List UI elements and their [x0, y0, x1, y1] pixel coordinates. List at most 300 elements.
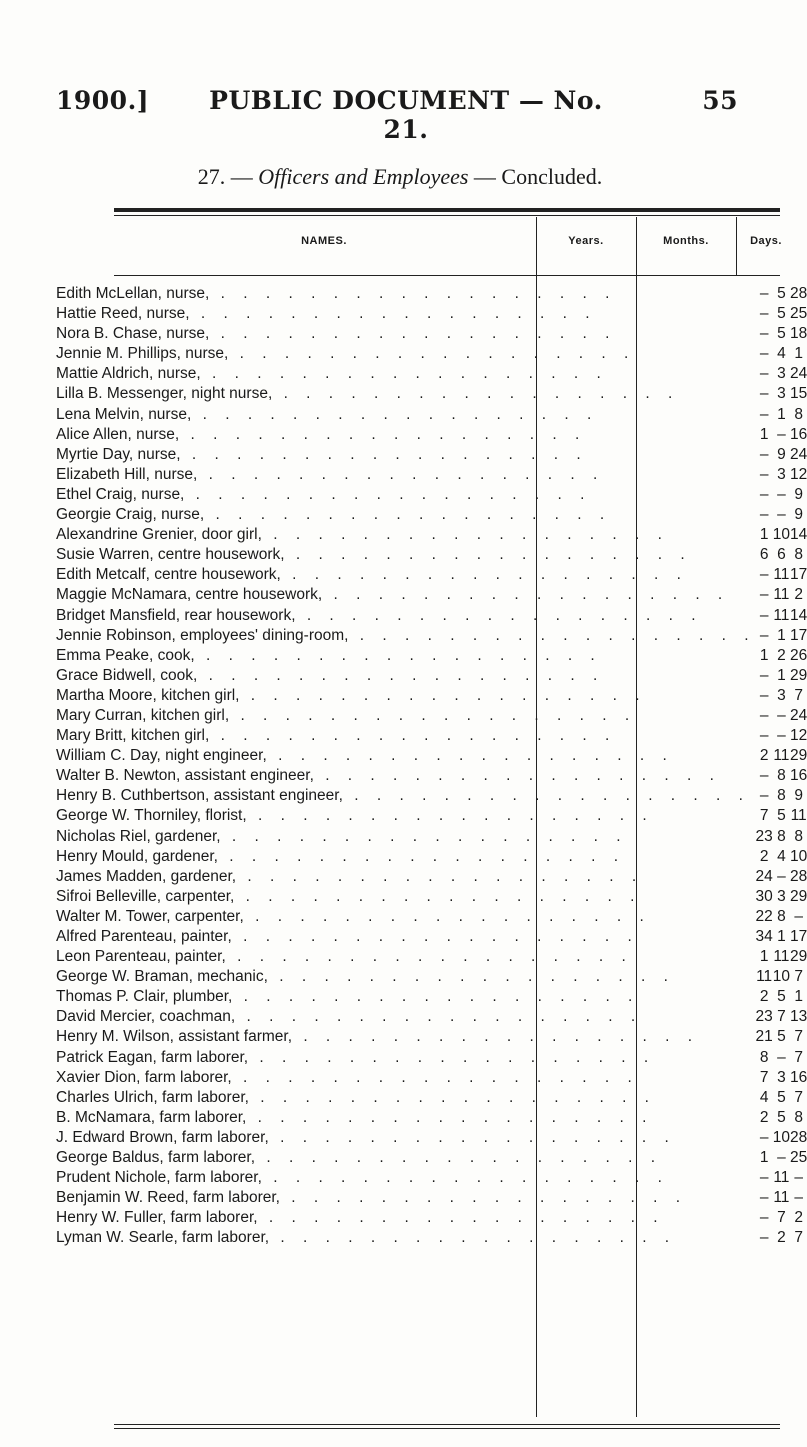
- months-value: –: [777, 1048, 786, 1066]
- employee-name: [56, 1228, 756, 1248]
- years-value: –: [759, 666, 769, 684]
- months-value: –: [777, 1149, 786, 1167]
- table-row: [56, 947, 807, 967]
- leader-dots: . . . . . . . . . . . . . . . . . .: [255, 1149, 663, 1167]
- table-row: [56, 766, 807, 786]
- employee-name: [56, 1048, 756, 1068]
- months-value: 2: [777, 646, 786, 664]
- leader-dots: . . . . . . . . . . . . . . . . . .: [246, 1108, 654, 1126]
- days-value: 7: [794, 1048, 803, 1066]
- months-value: –: [777, 485, 786, 503]
- table-row: [56, 686, 807, 706]
- years-value: 1: [759, 1149, 769, 1167]
- table-row: [56, 585, 807, 605]
- years-value: 8: [759, 1048, 769, 1066]
- table-row: [56, 746, 807, 766]
- employee-name: [56, 284, 756, 304]
- leader-dots: . . . . . . . . . . . . . . . . . .: [189, 305, 597, 323]
- years-value: 7: [759, 807, 769, 825]
- table-row: [56, 1168, 807, 1188]
- months-value: 7: [777, 1008, 786, 1026]
- leader-dots: . . . . . . . . . . . . . . . . . .: [235, 1008, 643, 1026]
- days-value: 16: [790, 1068, 807, 1086]
- leader-dots: . . . . . . . . . . . . . . . . . .: [220, 827, 628, 845]
- years-value: 6: [759, 546, 769, 564]
- days-value: 29: [790, 948, 807, 966]
- years-value: –: [759, 767, 769, 785]
- table-row: [56, 987, 807, 1007]
- years-value: 11: [756, 968, 773, 986]
- employee-name-text: Mary Britt, kitchen girl,: [56, 727, 210, 745]
- days-value: 14: [790, 606, 807, 624]
- days-value: 24: [790, 365, 807, 383]
- employee-name: [56, 1188, 756, 1208]
- months-value: 1: [777, 405, 786, 423]
- employee-name-text: Hattie Reed, nurse,: [56, 305, 190, 323]
- years-value: –: [759, 586, 769, 604]
- days-value: 9: [794, 506, 803, 524]
- employee-name-text: Alice Allen, nurse,: [56, 425, 180, 443]
- months-value: 5: [777, 1028, 786, 1046]
- table-row: [56, 606, 807, 626]
- employee-name-text: Henry B. Cuthbertson, assistant engineer,: [56, 787, 343, 805]
- months-value: 6: [777, 546, 786, 564]
- months-value: 4: [777, 847, 786, 865]
- years-value: 2: [759, 1108, 769, 1126]
- employee-name: [56, 505, 756, 525]
- years-value: –: [759, 1128, 769, 1146]
- table-row: [56, 465, 807, 485]
- employee-name-text: Maggie McNamara, centre housework,: [56, 586, 323, 604]
- leader-dots: . . . . . . . . . . . . . . . . . .: [229, 706, 637, 724]
- employee-name-text: Lyman W. Searle, farm laborer,: [56, 1229, 270, 1247]
- table-row: [56, 1088, 807, 1108]
- column-header-years: Years.: [568, 235, 604, 247]
- years-value: –: [759, 445, 769, 463]
- employee-name: [56, 344, 756, 364]
- years-value: –: [759, 706, 769, 724]
- leader-dots: . . . . . . . . . . . . . . . . . .: [184, 485, 592, 503]
- employee-name-text: Walter M. Tower, carpenter,: [56, 907, 244, 925]
- leader-dots: . . . . . . . . . . . . . . . . . .: [236, 867, 644, 885]
- days-value: 8: [794, 546, 803, 564]
- employee-name: [56, 887, 756, 907]
- leader-dots: . . . . . . . . . . . . . . . . . .: [180, 445, 588, 463]
- months-value: 5: [777, 1088, 786, 1106]
- table-row: [56, 887, 807, 907]
- months-value: 1: [777, 928, 786, 945]
- days-value: 2: [794, 586, 803, 604]
- years-value: 1: [759, 526, 769, 544]
- employee-name-text: Mary Curran, kitchen girl,: [56, 706, 230, 724]
- table-bottom-rule: [114, 1424, 780, 1425]
- months-value: 5: [777, 305, 786, 323]
- employee-name-text: Ethel Craig, nurse,: [56, 485, 185, 503]
- employee-name: [56, 485, 756, 505]
- employee-name-text: Lilla B. Messenger, night nurse,: [56, 385, 273, 403]
- leader-dots: . . . . . . . . . . . . . . . . . .: [266, 747, 674, 765]
- months-value: 3: [777, 686, 786, 704]
- days-value: 10: [790, 847, 807, 865]
- years-value: –: [759, 686, 769, 704]
- years-value: 2: [759, 988, 769, 1006]
- leader-dots: . . . . . . . . . . . . . . . . . .: [284, 546, 692, 564]
- employee-name: [56, 585, 756, 605]
- days-value: 28: [790, 1128, 807, 1146]
- employee-name-text: Patrick Eagan, farm laborer,: [56, 1048, 249, 1066]
- months-value: 11: [773, 586, 790, 604]
- employee-name-text: Sifroi Belleville, carpenter,: [56, 887, 235, 905]
- employee-name: [56, 786, 756, 806]
- days-value: 29: [790, 666, 807, 684]
- years-value: 4: [759, 1088, 769, 1106]
- months-value: 5: [777, 285, 786, 302]
- days-value: 7: [794, 686, 803, 704]
- days-value: 29: [790, 747, 807, 765]
- months-value: 9: [777, 445, 786, 463]
- employees-table: [56, 284, 807, 1249]
- leader-dots: . . . . . . . . . . . . . . . . . .: [239, 686, 647, 704]
- employee-name: [56, 445, 756, 465]
- days-value: 12: [790, 465, 807, 483]
- leader-dots: . . . . . . . . . . . . . . . . . .: [179, 425, 587, 443]
- employee-name: [56, 1128, 756, 1148]
- years-value: –: [759, 405, 769, 423]
- employee-name: [56, 626, 756, 646]
- months-value: 3: [777, 465, 786, 483]
- months-value: 8: [777, 907, 786, 925]
- table-row: [56, 907, 807, 927]
- months-value: 1: [777, 666, 786, 684]
- leader-dots: . . . . . . . . . . . . . . . . . .: [322, 586, 730, 604]
- employee-name: [56, 425, 756, 445]
- leader-dots: . . . . . . . . . . . . . . . . . .: [313, 767, 721, 785]
- leader-dots: . . . . . . . . . . . . . . . . . .: [197, 666, 605, 684]
- leader-dots: . . . . . . . . . . . . . . . . . .: [209, 325, 617, 343]
- table-row: [56, 485, 807, 505]
- years-value: –: [759, 506, 769, 524]
- days-value: –: [794, 1169, 803, 1187]
- employee-name: [56, 384, 756, 404]
- employee-name: [56, 706, 756, 726]
- table-row: [56, 344, 807, 364]
- table-row: [56, 967, 807, 987]
- table-row: [56, 726, 807, 746]
- employee-name-text: Walter B. Newton, assistant engineer,: [56, 767, 314, 785]
- years-value: 1: [759, 948, 769, 966]
- employee-name-text: Henry M. Wilson, assistant farmer,: [56, 1028, 293, 1046]
- months-value: 5: [777, 1108, 786, 1126]
- employee-name: [56, 806, 756, 826]
- years-value: –: [759, 465, 769, 483]
- years-value: 1: [759, 646, 769, 664]
- table-bottom-rule: [114, 1428, 780, 1429]
- days-value: 16: [790, 425, 807, 443]
- employee-name-text: Prudent Nichole, farm laborer,: [56, 1169, 262, 1187]
- table-title-suffix: — Concluded.: [473, 164, 603, 189]
- employee-name: [56, 304, 756, 324]
- table-row: [56, 927, 807, 947]
- column-header-days: Days.: [750, 235, 782, 247]
- table-row: [56, 1108, 807, 1128]
- days-value: 17: [790, 928, 807, 945]
- table-row: [56, 1007, 807, 1027]
- months-value: 11: [773, 1169, 790, 1187]
- days-value: 25: [790, 1149, 807, 1167]
- table-top-rule-thick: [114, 208, 780, 212]
- table-top-rule-thin: [114, 215, 780, 216]
- days-value: 29: [790, 887, 807, 905]
- leader-dots: . . . . . . . . . . . . . . . . . .: [257, 1209, 665, 1227]
- days-value: 16: [790, 767, 807, 785]
- leader-dots: . . . . . . . . . . . . . . . . . .: [200, 365, 608, 383]
- years-value: –: [759, 787, 769, 805]
- months-value: 5: [777, 325, 786, 343]
- leader-dots: . . . . . . . . . . . . . . . . . .: [348, 626, 756, 644]
- header-divider-rule: [114, 275, 780, 276]
- days-value: 9: [794, 485, 803, 503]
- leader-dots: . . . . . . . . . . . . . . . . . .: [268, 1128, 676, 1146]
- employee-name-text: George W. Thorniley, florist,: [56, 807, 247, 825]
- employee-name-text: Henry Mould, gardener,: [56, 847, 218, 865]
- days-value: 17: [790, 566, 807, 584]
- employee-name-text: Henry W. Fuller, farm laborer,: [56, 1209, 258, 1227]
- header-year: 1900.]: [56, 86, 150, 115]
- table-row: [56, 786, 807, 806]
- days-value: –: [794, 907, 803, 925]
- months-value: 2: [777, 1229, 786, 1247]
- years-value: 24: [755, 867, 773, 885]
- table-title: [0, 164, 800, 190]
- employee-name-text: Elizabeth Hill, nurse,: [56, 465, 198, 483]
- leader-dots: . . . . . . . . . . . . . . . . . .: [217, 847, 626, 865]
- leader-dots: . . . . . . . . . . . . . . . . . .: [231, 1068, 639, 1086]
- employee-name-text: Mattie Aldrich, nurse,: [56, 365, 201, 383]
- leader-dots: . . . . . . . . . . . . . . . . . .: [225, 948, 633, 966]
- table-row: [56, 646, 807, 666]
- leader-dots: . . . . . . . . . . . . . . . . . .: [342, 787, 750, 805]
- table-row: [56, 425, 807, 445]
- months-value: 5: [777, 807, 786, 825]
- employee-name: [56, 1168, 756, 1188]
- employee-name-text: Jennie Robinson, employees' dining-room,: [56, 626, 349, 644]
- years-value: 30: [755, 887, 773, 905]
- header-title: PUBLIC DOCUMENT — No. 21.: [209, 86, 603, 144]
- leader-dots: . . . . . . . . . . . . . . . . . .: [232, 988, 640, 1006]
- years-value: –: [759, 1209, 769, 1227]
- employee-name-text: Edith Metcalf, centre housework,: [56, 566, 281, 584]
- months-value: 11: [773, 1189, 790, 1207]
- employee-name-text: B. McNamara, farm laborer,: [56, 1108, 247, 1126]
- days-value: 28: [790, 285, 807, 302]
- days-value: 9: [794, 787, 803, 805]
- employee-name-text: Jennie M. Phillips, nurse,: [56, 345, 229, 363]
- years-value: 23: [755, 827, 773, 845]
- employee-name: [56, 827, 756, 847]
- leader-dots: . . . . . . . . . . . . . . . . . .: [248, 1048, 656, 1066]
- employee-name: [56, 867, 756, 887]
- months-value: 3: [777, 1068, 786, 1086]
- days-value: 1: [794, 988, 803, 1006]
- leader-dots: . . . . . . . . . . . . . . . . . .: [194, 646, 602, 664]
- months-value: 3: [777, 887, 786, 905]
- leader-dots: . . . . . . . . . . . . . . . . . .: [197, 465, 605, 483]
- employee-name: [56, 405, 756, 425]
- days-value: 1: [794, 345, 803, 363]
- employee-name: [56, 1088, 756, 1108]
- months-value: 8: [777, 787, 786, 805]
- days-value: 8: [794, 405, 803, 423]
- employee-name-text: Edith McLellan, nurse,: [56, 285, 210, 302]
- years-value: –: [759, 1189, 769, 1207]
- table-row: [56, 364, 807, 384]
- table-row: [56, 806, 807, 826]
- days-value: 18: [790, 325, 807, 343]
- years-value: –: [759, 626, 769, 644]
- months-value: 11: [773, 948, 790, 966]
- employee-name-text: David Mercier, coachman,: [56, 1008, 236, 1026]
- months-value: –: [777, 867, 786, 885]
- employee-name: [56, 766, 756, 786]
- employee-name: [56, 545, 756, 565]
- employee-name: [56, 1068, 756, 1088]
- table-row: [56, 1208, 807, 1228]
- months-value: 3: [777, 365, 786, 383]
- employee-name: [56, 1027, 756, 1047]
- years-value: –: [759, 285, 769, 302]
- days-value: 17: [790, 626, 807, 644]
- table-row: [56, 666, 807, 686]
- months-value: –: [777, 706, 786, 724]
- table-row: [56, 1148, 807, 1168]
- table-row: [56, 626, 807, 646]
- days-value: 11: [790, 807, 807, 825]
- days-value: 12: [790, 727, 807, 745]
- table-row: [56, 384, 807, 404]
- years-value: –: [759, 345, 769, 363]
- years-value: –: [759, 606, 769, 624]
- years-value: –: [759, 305, 769, 323]
- months-value: –: [777, 506, 786, 524]
- days-value: 25: [790, 305, 807, 323]
- employee-name-text: George Baldus, farm laborer,: [56, 1149, 256, 1167]
- months-value: –: [777, 425, 786, 443]
- column-divider: [736, 217, 737, 275]
- employee-name-text: William C. Day, night engineer,: [56, 747, 267, 765]
- table-row: [56, 445, 807, 465]
- months-value: 11: [773, 747, 790, 765]
- days-value: 2: [794, 1209, 803, 1227]
- leader-dots: . . . . . . . . . . . . . . . . . .: [269, 1229, 677, 1247]
- table-row: [56, 1068, 807, 1088]
- employee-name-text: Leon Parenteau, painter,: [56, 948, 226, 966]
- leader-dots: . . . . . . . . . . . . . . . . . .: [204, 506, 612, 524]
- leader-dots: . . . . . . . . . . . . . . . . . .: [209, 727, 617, 745]
- leader-dots: . . . . . . . . . . . . . . . . . .: [272, 385, 680, 403]
- leader-dots: . . . . . . . . . . . . . . . . . .: [295, 606, 703, 624]
- months-value: 4: [777, 345, 786, 363]
- employee-name-text: Nora B. Chase, nurse,: [56, 325, 210, 343]
- years-value: 1: [759, 425, 769, 443]
- years-value: –: [759, 1229, 769, 1247]
- employee-name: [56, 324, 756, 344]
- months-value: 5: [777, 988, 786, 1006]
- days-value: 7: [794, 968, 803, 986]
- table-row: [56, 1027, 807, 1047]
- employee-name-text: J. Edward Brown, farm laborer,: [56, 1128, 269, 1146]
- leader-dots: . . . . . . . . . . . . . . . . . .: [261, 1169, 669, 1187]
- employee-name: [56, 967, 756, 987]
- months-value: 1: [777, 626, 786, 644]
- table-row: [56, 405, 807, 425]
- years-value: –: [759, 385, 769, 403]
- running-header: [56, 86, 738, 144]
- employee-name-text: James Madden, gardener,: [56, 867, 237, 885]
- column-header-months: Months.: [663, 235, 709, 247]
- employee-name: [56, 847, 756, 867]
- employee-name-text: Nicholas Riel, gardener,: [56, 827, 221, 845]
- table-row: [56, 1128, 807, 1148]
- years-value: –: [759, 727, 769, 745]
- years-value: –: [759, 485, 769, 503]
- table-row: [56, 545, 807, 565]
- employee-name: [56, 927, 756, 947]
- months-value: –: [777, 727, 786, 745]
- table-title-italic: Officers and Employees: [258, 164, 469, 189]
- employee-name: [56, 1007, 756, 1027]
- months-value: 8: [777, 827, 786, 845]
- employee-name: [56, 364, 756, 384]
- leader-dots: . . . . . . . . . . . . . . . . . .: [261, 526, 669, 544]
- months-value: 7: [777, 1209, 786, 1227]
- days-value: 8: [794, 1108, 803, 1126]
- months-value: 8: [777, 767, 786, 785]
- employee-name: [56, 525, 756, 545]
- employee-name: [56, 666, 756, 686]
- years-value: 21: [755, 1028, 773, 1046]
- employee-name: [56, 646, 756, 666]
- days-value: –: [794, 1189, 803, 1207]
- employee-name: [56, 1208, 756, 1228]
- table-row: [56, 706, 807, 726]
- leader-dots: . . . . . . . . . . . . . . . . . .: [209, 285, 617, 302]
- employee-name-text: Benjamin W. Reed, farm laborer,: [56, 1189, 280, 1207]
- days-value: 28: [790, 867, 807, 885]
- page-number: 55: [702, 86, 738, 115]
- leader-dots: . . . . . . . . . . . . . . . . . .: [234, 887, 642, 905]
- leader-dots: . . . . . . . . . . . . . . . . . .: [267, 968, 675, 986]
- table-title-number: 27. —: [197, 164, 253, 189]
- table-row: [56, 565, 807, 585]
- months-value: 11: [773, 566, 790, 584]
- table-row: [56, 1048, 807, 1068]
- years-value: –: [759, 1169, 769, 1187]
- days-value: 14: [790, 526, 807, 544]
- years-value: 7: [759, 1068, 769, 1086]
- employee-name-text: Lena Melvin, nurse,: [56, 405, 192, 423]
- employee-name-text: Alfred Parenteau, painter,: [56, 928, 232, 945]
- days-value: 7: [794, 1229, 803, 1247]
- years-value: 2: [759, 847, 769, 865]
- employee-name: [56, 1148, 756, 1168]
- employee-name-text: Emma Peake, cook,: [56, 646, 195, 664]
- column-header-names: NAMES.: [301, 235, 347, 247]
- months-value: 10: [772, 968, 790, 986]
- employee-name-text: Grace Bidwell, cook,: [56, 666, 198, 684]
- employee-name-text: George W. Braman, mechanic,: [56, 968, 268, 986]
- leader-dots: . . . . . . . . . . . . . . . . . .: [191, 405, 599, 423]
- employee-name-text: Xavier Dion, farm laborer,: [56, 1068, 232, 1086]
